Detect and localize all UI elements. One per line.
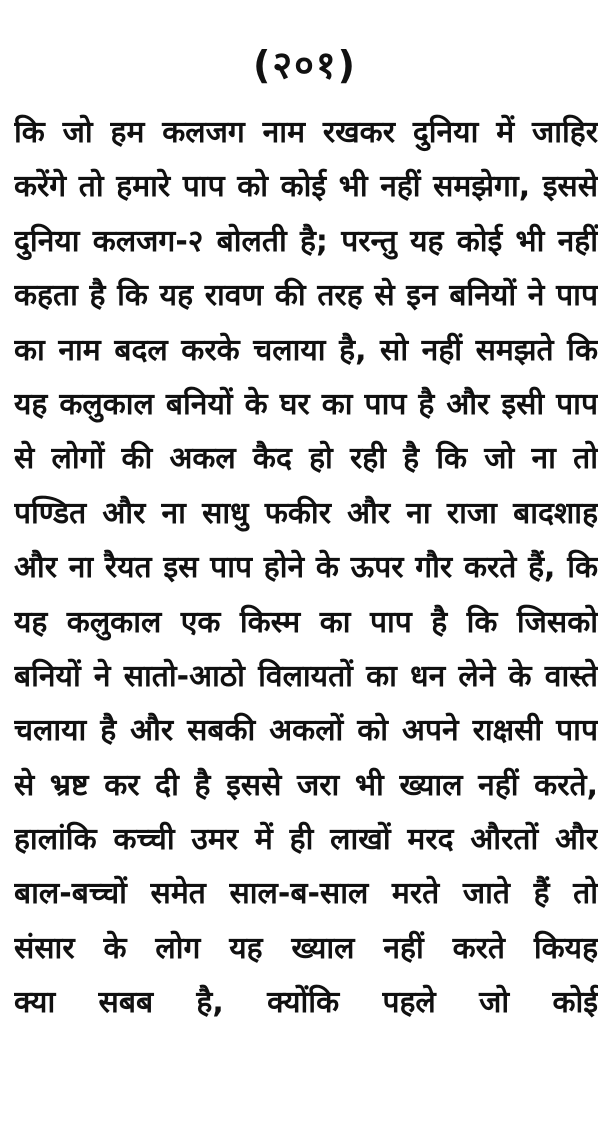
text-line: यह कलुकाल एक किस्म का पाप है कि जिसको [14, 604, 598, 640]
text-line: करेंगे तो हमारे पाप को कोई भी नहीं समझेगा, इससे [14, 169, 598, 205]
text-line: क्या सबब है, क्योंकि पहले जो कोई [14, 985, 598, 1021]
text-line: दुनिया कलजग-२ बोलती है; परन्तु यह कोई भी नहीं [14, 223, 598, 259]
page-number: (२०१) [252, 43, 357, 87]
body-text [14, 106, 598, 1031]
text-line: का नाम बदल करके चलाया है, सो नहीं समझते कि [14, 332, 598, 368]
text-line: और ना रैयत इस पाप होने के ऊपर गौर करते हैं, कि [14, 550, 598, 586]
text-line: संसार के लोग यह ख्याल नहीं करते कियह [14, 930, 598, 966]
text-line: हालांकि कच्ची उमर में ही लाखों मरद औरतों और [14, 822, 598, 858]
text-line: चलाया है और सबकी अकलों को अपने राक्षसी पाप [14, 713, 598, 749]
text-line: कहता है कि यह रावण की तरह से इन बनियों ने पाप [14, 278, 598, 314]
text-line: से लोगों की अकल कैद हो रही है कि जो ना तो [14, 441, 598, 477]
text-line: से भ्रष्ट कर दी है इससे जरा भी ख्याल नहीं करते, [14, 767, 598, 803]
text-line: बनियों ने सातो-आठो विलायतों का धन लेने के वास्ते [14, 658, 598, 694]
text-line: कि जो हम कलजग नाम रखकर दुनिया में जाहिर [14, 115, 598, 150]
text-line: पण्डित और ना साधु फकीर और ना राजा बादशाह [14, 495, 598, 531]
text-line: यह कलुकाल बनियों के घर का पाप है और इसी पाप [14, 386, 598, 422]
text-line: बाल-बच्चों समेत साल-ब-साल मरते जाते हैं तो [14, 876, 598, 912]
